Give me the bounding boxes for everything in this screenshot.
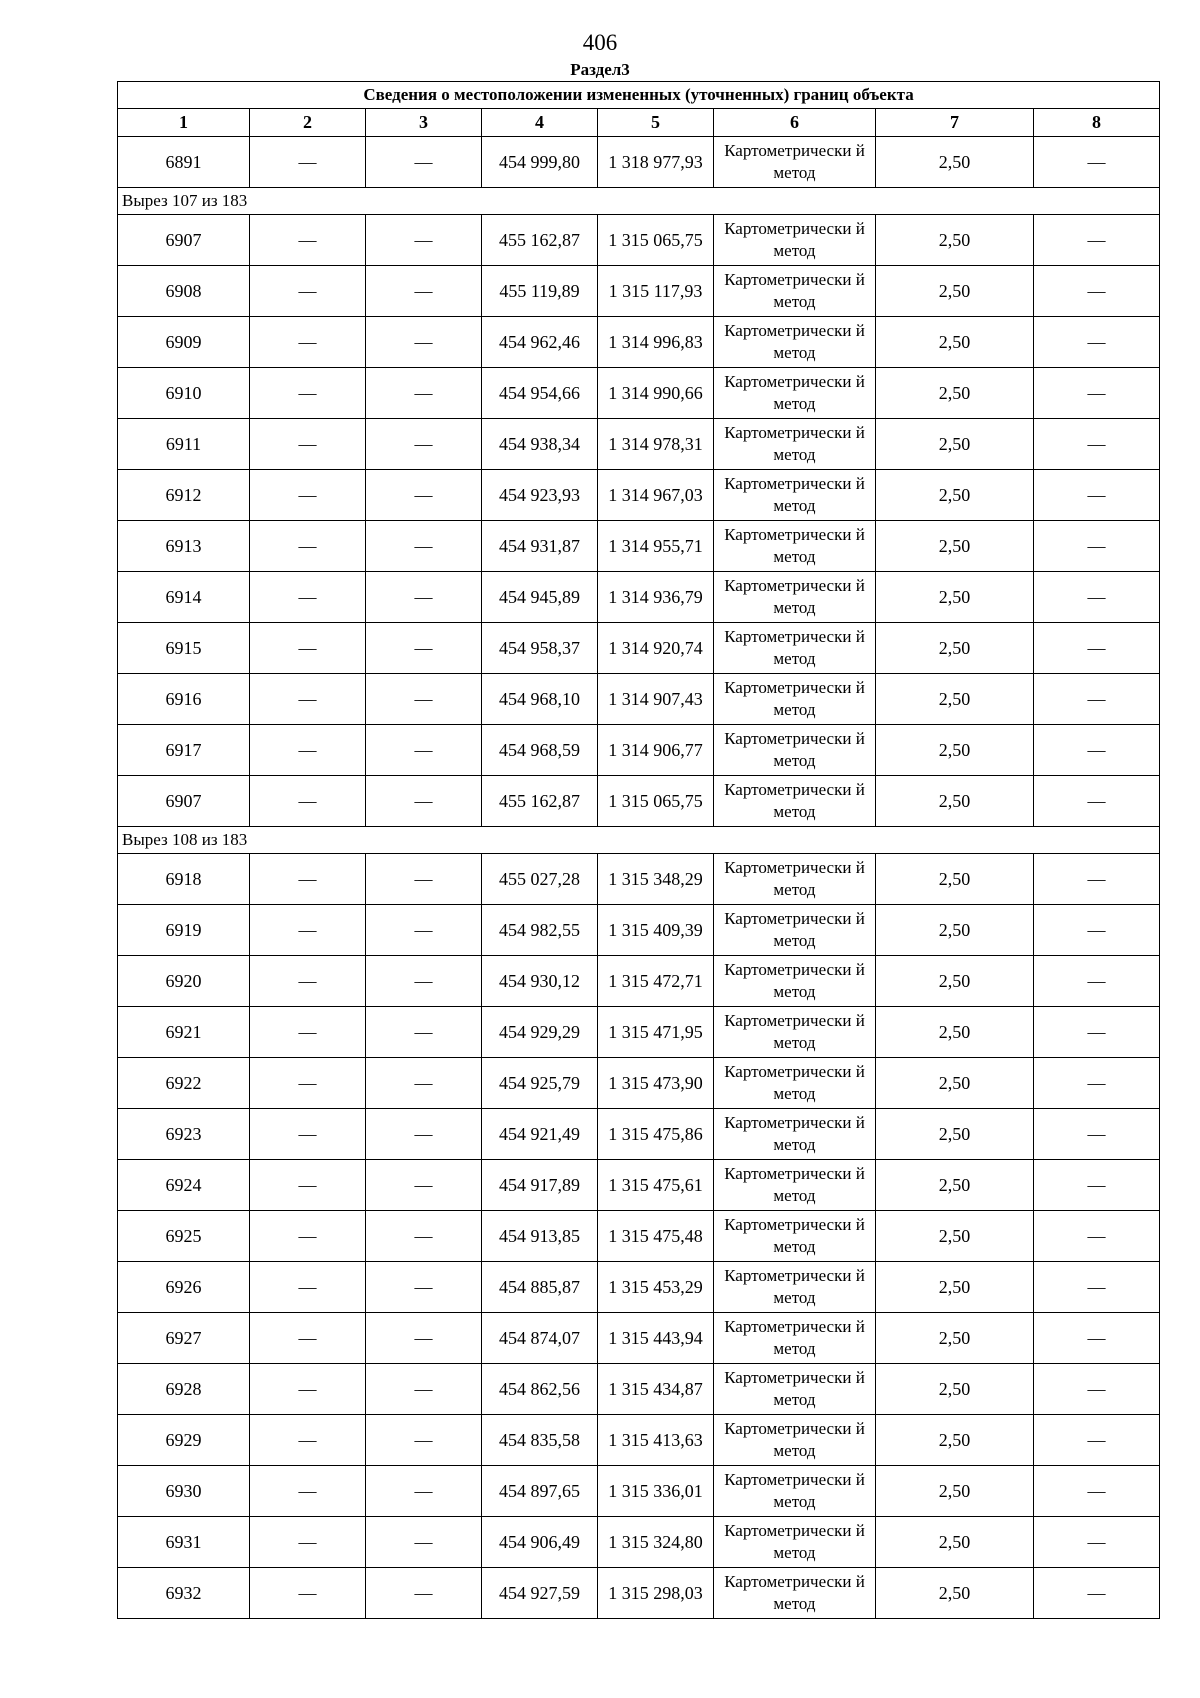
precision-cell: 2,50 bbox=[876, 419, 1034, 470]
column-number-row bbox=[118, 109, 1160, 137]
x-coordinate-cell: 455 027,28 bbox=[482, 854, 598, 905]
y-coordinate-cell: 1 315 434,87 bbox=[598, 1364, 714, 1415]
col3-cell: — bbox=[366, 1517, 482, 1568]
point-number-cell: 6930 bbox=[118, 1466, 250, 1517]
y-coordinate-cell: 1 315 409,39 bbox=[598, 905, 714, 956]
point-number-cell: 6932 bbox=[118, 1568, 250, 1619]
x-coordinate-cell: 454 925,79 bbox=[482, 1058, 598, 1109]
precision-cell: 2,50 bbox=[876, 1007, 1034, 1058]
col3-cell: — bbox=[366, 1160, 482, 1211]
method-cell: Картометрически й метод bbox=[714, 854, 876, 905]
segment-header-row bbox=[118, 827, 1160, 854]
y-coordinate-cell: 1 315 298,03 bbox=[598, 1568, 714, 1619]
col8-cell: — bbox=[1034, 1517, 1160, 1568]
col3-cell: — bbox=[366, 1007, 482, 1058]
y-coordinate-cell: 1 315 065,75 bbox=[598, 776, 714, 827]
col8-cell: — bbox=[1034, 572, 1160, 623]
col3-cell: — bbox=[366, 1415, 482, 1466]
table-row bbox=[118, 572, 1160, 623]
point-number-cell: 6919 bbox=[118, 905, 250, 956]
method-cell: Картометрически й метод bbox=[714, 521, 876, 572]
col2-cell: — bbox=[250, 368, 366, 419]
col8-cell: — bbox=[1034, 419, 1160, 470]
precision-cell: 2,50 bbox=[876, 368, 1034, 419]
table-row bbox=[118, 419, 1160, 470]
point-number-cell: 6909 bbox=[118, 317, 250, 368]
col2-cell: — bbox=[250, 1262, 366, 1313]
method-cell: Картометрически й метод bbox=[714, 470, 876, 521]
precision-cell: 2,50 bbox=[876, 854, 1034, 905]
table-row bbox=[118, 368, 1160, 419]
point-number-cell: 6931 bbox=[118, 1517, 250, 1568]
method-cell: Картометрически й метод bbox=[714, 1058, 876, 1109]
precision-cell: 2,50 bbox=[876, 317, 1034, 368]
y-coordinate-cell: 1 315 471,95 bbox=[598, 1007, 714, 1058]
x-coordinate-cell: 454 962,46 bbox=[482, 317, 598, 368]
method-cell: Картометрически й метод bbox=[714, 674, 876, 725]
point-number-cell: 6911 bbox=[118, 419, 250, 470]
table-row bbox=[118, 1568, 1160, 1619]
table-row bbox=[118, 725, 1160, 776]
column-number: 1 bbox=[118, 109, 250, 137]
point-number-cell: 6917 bbox=[118, 725, 250, 776]
column-number: 4 bbox=[482, 109, 598, 137]
col3-cell: — bbox=[366, 1262, 482, 1313]
table-row bbox=[118, 1466, 1160, 1517]
col8-cell: — bbox=[1034, 1160, 1160, 1211]
precision-cell: 2,50 bbox=[876, 572, 1034, 623]
section-title: Раздел3 bbox=[570, 60, 630, 79]
col8-cell: — bbox=[1034, 1313, 1160, 1364]
col2-cell: — bbox=[250, 1466, 366, 1517]
col3-cell: — bbox=[366, 1568, 482, 1619]
method-cell: Картометрически й метод bbox=[714, 266, 876, 317]
table-row bbox=[118, 956, 1160, 1007]
precision-cell: 2,50 bbox=[876, 1415, 1034, 1466]
method-cell: Картометрически й метод bbox=[714, 956, 876, 1007]
col3-cell: — bbox=[366, 419, 482, 470]
table-row bbox=[118, 1262, 1160, 1313]
table-row bbox=[118, 1313, 1160, 1364]
col2-cell: — bbox=[250, 1517, 366, 1568]
column-number: 7 bbox=[876, 109, 1034, 137]
precision-cell: 2,50 bbox=[876, 725, 1034, 776]
x-coordinate-cell: 454 968,59 bbox=[482, 725, 598, 776]
col2-cell: — bbox=[250, 725, 366, 776]
x-coordinate-cell: 454 958,37 bbox=[482, 623, 598, 674]
method-cell: Картометрически й метод bbox=[714, 1109, 876, 1160]
table-caption: Сведения о местоположении измененных (уточненных) границ объекта bbox=[118, 82, 1160, 109]
precision-cell: 2,50 bbox=[876, 1109, 1034, 1160]
y-coordinate-cell: 1 315 473,90 bbox=[598, 1058, 714, 1109]
precision-cell: 2,50 bbox=[876, 674, 1034, 725]
method-cell: Картометрически й метод bbox=[714, 905, 876, 956]
col2-cell: — bbox=[250, 1211, 366, 1262]
table-row bbox=[118, 1415, 1160, 1466]
precision-cell: 2,50 bbox=[876, 521, 1034, 572]
col8-cell: — bbox=[1034, 1007, 1160, 1058]
page-number: 406 bbox=[582, 30, 618, 55]
x-coordinate-cell: 454 874,07 bbox=[482, 1313, 598, 1364]
point-number-cell: 6913 bbox=[118, 521, 250, 572]
table-row bbox=[118, 854, 1160, 905]
col2-cell: — bbox=[250, 1364, 366, 1415]
col3-cell: — bbox=[366, 956, 482, 1007]
table-row bbox=[118, 1211, 1160, 1262]
precision-cell: 2,50 bbox=[876, 1313, 1034, 1364]
method-cell: Картометрически й метод bbox=[714, 1007, 876, 1058]
point-number-cell: 6907 bbox=[118, 776, 250, 827]
method-cell: Картометрически й метод bbox=[714, 1364, 876, 1415]
table-row bbox=[118, 215, 1160, 266]
col3-cell: — bbox=[366, 1058, 482, 1109]
y-coordinate-cell: 1 315 475,86 bbox=[598, 1109, 714, 1160]
y-coordinate-cell: 1 318 977,93 bbox=[598, 137, 714, 188]
method-cell: Картометрически й метод bbox=[714, 572, 876, 623]
col8-cell: — bbox=[1034, 266, 1160, 317]
col8-cell: — bbox=[1034, 905, 1160, 956]
y-coordinate-cell: 1 314 978,31 bbox=[598, 419, 714, 470]
col2-cell: — bbox=[250, 1058, 366, 1109]
col3-cell: — bbox=[366, 368, 482, 419]
col2-cell: — bbox=[250, 137, 366, 188]
col8-cell: — bbox=[1034, 1415, 1160, 1466]
col8-cell: — bbox=[1034, 1058, 1160, 1109]
method-cell: Картометрически й метод bbox=[714, 776, 876, 827]
y-coordinate-cell: 1 315 472,71 bbox=[598, 956, 714, 1007]
col3-cell: — bbox=[366, 572, 482, 623]
col3-cell: — bbox=[366, 215, 482, 266]
precision-cell: 2,50 bbox=[876, 137, 1034, 188]
col8-cell: — bbox=[1034, 674, 1160, 725]
x-coordinate-cell: 454 999,80 bbox=[482, 137, 598, 188]
col2-cell: — bbox=[250, 623, 366, 674]
point-number-cell: 6926 bbox=[118, 1262, 250, 1313]
table-row bbox=[118, 674, 1160, 725]
col8-cell: — bbox=[1034, 317, 1160, 368]
y-coordinate-cell: 1 315 117,93 bbox=[598, 266, 714, 317]
table-row bbox=[118, 1517, 1160, 1568]
method-cell: Картометрически й метод bbox=[714, 725, 876, 776]
point-number-cell: 6910 bbox=[118, 368, 250, 419]
x-coordinate-cell: 454 954,66 bbox=[482, 368, 598, 419]
col8-cell: — bbox=[1034, 1211, 1160, 1262]
table-row bbox=[118, 137, 1160, 188]
col2-cell: — bbox=[250, 905, 366, 956]
precision-cell: 2,50 bbox=[876, 1160, 1034, 1211]
col2-cell: — bbox=[250, 215, 366, 266]
table-body bbox=[118, 82, 1160, 1619]
table-row bbox=[118, 1058, 1160, 1109]
table-row bbox=[118, 1160, 1160, 1211]
y-coordinate-cell: 1 315 475,48 bbox=[598, 1211, 714, 1262]
x-coordinate-cell: 454 938,34 bbox=[482, 419, 598, 470]
x-coordinate-cell: 454 968,10 bbox=[482, 674, 598, 725]
col8-cell: — bbox=[1034, 776, 1160, 827]
col3-cell: — bbox=[366, 1313, 482, 1364]
point-number-cell: 6924 bbox=[118, 1160, 250, 1211]
x-coordinate-cell: 454 923,93 bbox=[482, 470, 598, 521]
col2-cell: — bbox=[250, 1568, 366, 1619]
precision-cell: 2,50 bbox=[876, 1517, 1034, 1568]
x-coordinate-cell: 454 913,85 bbox=[482, 1211, 598, 1262]
precision-cell: 2,50 bbox=[876, 623, 1034, 674]
col3-cell: — bbox=[366, 266, 482, 317]
y-coordinate-cell: 1 314 990,66 bbox=[598, 368, 714, 419]
precision-cell: 2,50 bbox=[876, 905, 1034, 956]
x-coordinate-cell: 454 927,59 bbox=[482, 1568, 598, 1619]
col2-cell: — bbox=[250, 572, 366, 623]
col3-cell: — bbox=[366, 1364, 482, 1415]
y-coordinate-cell: 1 314 906,77 bbox=[598, 725, 714, 776]
col8-cell: — bbox=[1034, 137, 1160, 188]
col8-cell: — bbox=[1034, 1364, 1160, 1415]
y-coordinate-cell: 1 315 324,80 bbox=[598, 1517, 714, 1568]
col8-cell: — bbox=[1034, 1262, 1160, 1313]
col2-cell: — bbox=[250, 1109, 366, 1160]
col3-cell: — bbox=[366, 674, 482, 725]
x-coordinate-cell: 454 929,29 bbox=[482, 1007, 598, 1058]
point-number-cell: 6920 bbox=[118, 956, 250, 1007]
method-cell: Картометрически й метод bbox=[714, 419, 876, 470]
method-cell: Картометрически й метод bbox=[714, 1466, 876, 1517]
col2-cell: — bbox=[250, 956, 366, 1007]
col3-cell: — bbox=[366, 725, 482, 776]
col3-cell: — bbox=[366, 137, 482, 188]
point-number-cell: 6928 bbox=[118, 1364, 250, 1415]
method-cell: Картометрически й метод bbox=[714, 1160, 876, 1211]
col3-cell: — bbox=[366, 776, 482, 827]
y-coordinate-cell: 1 315 443,94 bbox=[598, 1313, 714, 1364]
col2-cell: — bbox=[250, 419, 366, 470]
table-row bbox=[118, 776, 1160, 827]
x-coordinate-cell: 454 982,55 bbox=[482, 905, 598, 956]
col3-cell: — bbox=[366, 1109, 482, 1160]
col3-cell: — bbox=[366, 317, 482, 368]
col8-cell: — bbox=[1034, 725, 1160, 776]
col2-cell: — bbox=[250, 266, 366, 317]
method-cell: Картометрически й метод bbox=[714, 1211, 876, 1262]
method-cell: Картометрически й метод bbox=[714, 1262, 876, 1313]
col3-cell: — bbox=[366, 521, 482, 572]
method-cell: Картометрически й метод bbox=[714, 215, 876, 266]
y-coordinate-cell: 1 314 996,83 bbox=[598, 317, 714, 368]
precision-cell: 2,50 bbox=[876, 1466, 1034, 1517]
x-coordinate-cell: 455 119,89 bbox=[482, 266, 598, 317]
col8-cell: — bbox=[1034, 368, 1160, 419]
col3-cell: — bbox=[366, 623, 482, 674]
col8-cell: — bbox=[1034, 1109, 1160, 1160]
column-number: 2 bbox=[250, 109, 366, 137]
col8-cell: — bbox=[1034, 215, 1160, 266]
col2-cell: — bbox=[250, 854, 366, 905]
x-coordinate-cell: 455 162,87 bbox=[482, 776, 598, 827]
y-coordinate-cell: 1 315 453,29 bbox=[598, 1262, 714, 1313]
col8-cell: — bbox=[1034, 1568, 1160, 1619]
col8-cell: — bbox=[1034, 521, 1160, 572]
col8-cell: — bbox=[1034, 854, 1160, 905]
point-number-cell: 6927 bbox=[118, 1313, 250, 1364]
col8-cell: — bbox=[1034, 956, 1160, 1007]
col2-cell: — bbox=[250, 1313, 366, 1364]
table-row bbox=[118, 470, 1160, 521]
method-cell: Картометрически й метод bbox=[714, 1568, 876, 1619]
method-cell: Картометрически й метод bbox=[714, 1313, 876, 1364]
col3-cell: — bbox=[366, 470, 482, 521]
y-coordinate-cell: 1 315 065,75 bbox=[598, 215, 714, 266]
point-number-cell: 6915 bbox=[118, 623, 250, 674]
column-number: 5 bbox=[598, 109, 714, 137]
x-coordinate-cell: 454 945,89 bbox=[482, 572, 598, 623]
point-number-cell: 6914 bbox=[118, 572, 250, 623]
col2-cell: — bbox=[250, 1160, 366, 1211]
segment-label: Вырез 107 из 183 bbox=[118, 188, 1160, 215]
precision-cell: 2,50 bbox=[876, 470, 1034, 521]
method-cell: Картометрически й метод bbox=[714, 368, 876, 419]
table-row bbox=[118, 905, 1160, 956]
col2-cell: — bbox=[250, 1415, 366, 1466]
col8-cell: — bbox=[1034, 1466, 1160, 1517]
table-row bbox=[118, 623, 1160, 674]
table-caption-row bbox=[118, 82, 1160, 109]
y-coordinate-cell: 1 314 907,43 bbox=[598, 674, 714, 725]
point-number-cell: 6923 bbox=[118, 1109, 250, 1160]
x-coordinate-cell: 454 930,12 bbox=[482, 956, 598, 1007]
col2-cell: — bbox=[250, 521, 366, 572]
point-number-cell: 6925 bbox=[118, 1211, 250, 1262]
table-row bbox=[118, 521, 1160, 572]
point-number-cell: 6916 bbox=[118, 674, 250, 725]
y-coordinate-cell: 1 314 967,03 bbox=[598, 470, 714, 521]
boundary-coordinates-table bbox=[117, 81, 1160, 1619]
point-number-cell: 6929 bbox=[118, 1415, 250, 1466]
point-number-cell: 6912 bbox=[118, 470, 250, 521]
method-cell: Картометрически й метод bbox=[714, 137, 876, 188]
precision-cell: 2,50 bbox=[876, 956, 1034, 1007]
precision-cell: 2,50 bbox=[876, 1568, 1034, 1619]
precision-cell: 2,50 bbox=[876, 215, 1034, 266]
x-coordinate-cell: 454 917,89 bbox=[482, 1160, 598, 1211]
column-number: 6 bbox=[714, 109, 876, 137]
precision-cell: 2,50 bbox=[876, 1364, 1034, 1415]
precision-cell: 2,50 bbox=[876, 1262, 1034, 1313]
col2-cell: — bbox=[250, 470, 366, 521]
x-coordinate-cell: 454 921,49 bbox=[482, 1109, 598, 1160]
segment-header-row bbox=[118, 188, 1160, 215]
column-number: 3 bbox=[366, 109, 482, 137]
segment-label: Вырез 108 из 183 bbox=[118, 827, 1160, 854]
point-number-cell: 6907 bbox=[118, 215, 250, 266]
precision-cell: 2,50 bbox=[876, 266, 1034, 317]
x-coordinate-cell: 454 835,58 bbox=[482, 1415, 598, 1466]
point-number-cell: 6921 bbox=[118, 1007, 250, 1058]
col2-cell: — bbox=[250, 776, 366, 827]
col2-cell: — bbox=[250, 1007, 366, 1058]
precision-cell: 2,50 bbox=[876, 1211, 1034, 1262]
method-cell: Картометрически й метод bbox=[714, 1517, 876, 1568]
x-coordinate-cell: 454 906,49 bbox=[482, 1517, 598, 1568]
table-row bbox=[118, 1364, 1160, 1415]
point-number-cell: 6922 bbox=[118, 1058, 250, 1109]
col2-cell: — bbox=[250, 674, 366, 725]
col3-cell: — bbox=[366, 905, 482, 956]
y-coordinate-cell: 1 314 955,71 bbox=[598, 521, 714, 572]
method-cell: Картометрически й метод bbox=[714, 623, 876, 674]
point-number-cell: 6908 bbox=[118, 266, 250, 317]
col3-cell: — bbox=[366, 1466, 482, 1517]
point-number-cell: 6891 bbox=[118, 137, 250, 188]
y-coordinate-cell: 1 315 348,29 bbox=[598, 854, 714, 905]
col8-cell: — bbox=[1034, 623, 1160, 674]
x-coordinate-cell: 454 897,65 bbox=[482, 1466, 598, 1517]
table-row bbox=[118, 1109, 1160, 1160]
y-coordinate-cell: 1 315 336,01 bbox=[598, 1466, 714, 1517]
precision-cell: 2,50 bbox=[876, 776, 1034, 827]
col3-cell: — bbox=[366, 854, 482, 905]
col3-cell: — bbox=[366, 1211, 482, 1262]
precision-cell: 2,50 bbox=[876, 1058, 1034, 1109]
point-number-cell: 6918 bbox=[118, 854, 250, 905]
col8-cell: — bbox=[1034, 470, 1160, 521]
y-coordinate-cell: 1 314 936,79 bbox=[598, 572, 714, 623]
y-coordinate-cell: 1 315 475,61 bbox=[598, 1160, 714, 1211]
column-number: 8 bbox=[1034, 109, 1160, 137]
y-coordinate-cell: 1 315 413,63 bbox=[598, 1415, 714, 1466]
method-cell: Картометрически й метод bbox=[714, 1415, 876, 1466]
x-coordinate-cell: 454 931,87 bbox=[482, 521, 598, 572]
x-coordinate-cell: 454 862,56 bbox=[482, 1364, 598, 1415]
method-cell: Картометрически й метод bbox=[714, 317, 876, 368]
y-coordinate-cell: 1 314 920,74 bbox=[598, 623, 714, 674]
col2-cell: — bbox=[250, 317, 366, 368]
table-row bbox=[118, 317, 1160, 368]
table-row bbox=[118, 1007, 1160, 1058]
x-coordinate-cell: 454 885,87 bbox=[482, 1262, 598, 1313]
table-row bbox=[118, 266, 1160, 317]
x-coordinate-cell: 455 162,87 bbox=[482, 215, 598, 266]
